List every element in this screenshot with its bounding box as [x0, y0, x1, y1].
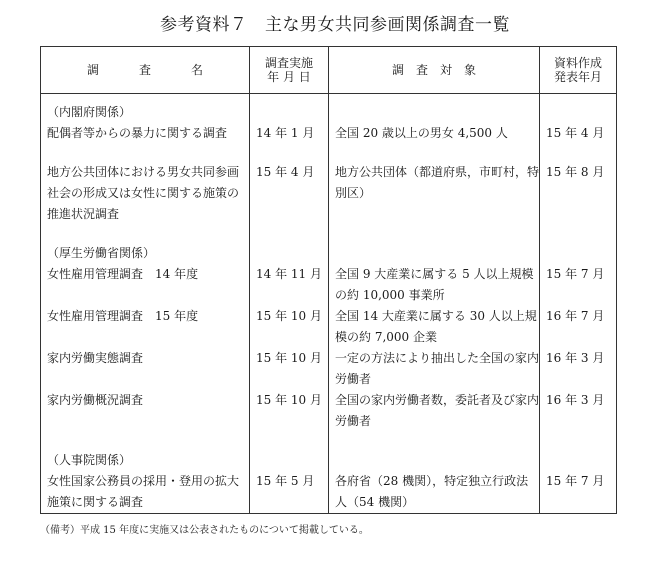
survey-target: 各府省（28 機関），特定独立行政法人（54 機関）	[329, 471, 540, 514]
survey-name: 家内労働概況調査	[41, 390, 250, 432]
survey-date: 15 年 10 月	[250, 348, 329, 390]
header-date-line1: 調査実施	[264, 56, 313, 70]
survey-target: 全国の家内労働者数，委託者及び家内労働者	[329, 390, 540, 432]
survey-date: 14 年 11 月	[250, 264, 329, 306]
survey-date: 15 年 10 月	[250, 306, 329, 348]
survey-name: 地方公共団体における男女共同参画社会の形成又は女性に関する施策の推進状況調査	[41, 162, 250, 225]
group-label-row	[41, 243, 617, 264]
publication-date: 16 年 3 月	[540, 390, 617, 432]
header-survey-target: 調 査 対 象	[329, 47, 540, 94]
survey-target: 全国 14 大産業に属する 30 人以上規模の約 7,000 企業	[329, 306, 540, 348]
table-body	[41, 94, 617, 514]
publication-date: 15 年 8 月	[540, 162, 617, 225]
survey-date: 14 年 1 月	[250, 123, 329, 144]
survey-name: 女性雇用管理調査 14 年度	[41, 264, 250, 306]
table-row	[41, 348, 617, 390]
group-label-row	[41, 102, 617, 123]
publication-date: 16 年 3 月	[540, 348, 617, 390]
header-pub-line1: 資料作成	[553, 56, 602, 70]
table-header	[41, 47, 617, 94]
publication-date: 15 年 4 月	[540, 123, 617, 144]
group-label-row	[41, 450, 617, 471]
group-label: （厚生労働省関係）	[41, 243, 250, 264]
table-row	[41, 306, 617, 348]
survey-target: 全国 20 歳以上の男女 4,500 人	[329, 123, 540, 144]
table-row	[41, 162, 617, 225]
header-pub-line2: 発表年月	[553, 70, 602, 84]
group-label: （人事院関係）	[41, 450, 250, 471]
survey-name: 女性雇用管理調査 15 年度	[41, 306, 250, 348]
table-row	[41, 471, 617, 514]
publication-date: 15 年 7 月	[540, 471, 617, 514]
table-row	[41, 264, 617, 306]
survey-date: 15 年 10 月	[250, 390, 329, 432]
survey-name: 女性国家公務員の採用・登用の拡大施策に関する調査	[41, 471, 250, 514]
survey-name: 家内労働実態調査	[41, 348, 250, 390]
survey-date: 15 年 4 月	[250, 162, 329, 225]
header-survey-date	[250, 47, 329, 94]
page-title: 参考資料７ 主な男女共同参画関係調査一覧	[160, 15, 510, 35]
footnote: （備考）平成 15 年度に実施又は公表されたものについて掲載している。	[40, 525, 369, 536]
table-row	[41, 123, 617, 144]
header-survey-name: 調 査 名	[41, 47, 250, 94]
publication-date: 15 年 7 月	[540, 264, 617, 306]
table-row	[41, 390, 617, 432]
survey-name: 配偶者等からの暴力に関する調査	[41, 123, 250, 144]
survey-target: 地方公共団体（都道府県，市町村，特別区）	[329, 162, 540, 225]
survey-date: 15 年 5 月	[250, 471, 329, 514]
publication-date: 16 年 7 月	[540, 306, 617, 348]
survey-target: 一定の方法により抽出した全国の家内労働者	[329, 348, 540, 390]
header-date-line2: 年 月 日	[267, 70, 311, 84]
group-label: （内閣府関係）	[41, 102, 250, 123]
survey-table	[40, 46, 617, 514]
header-publication-date	[540, 47, 617, 94]
survey-target: 全国 9 大産業に属する 5 人以上規模の約 10,000 事業所	[329, 264, 540, 306]
